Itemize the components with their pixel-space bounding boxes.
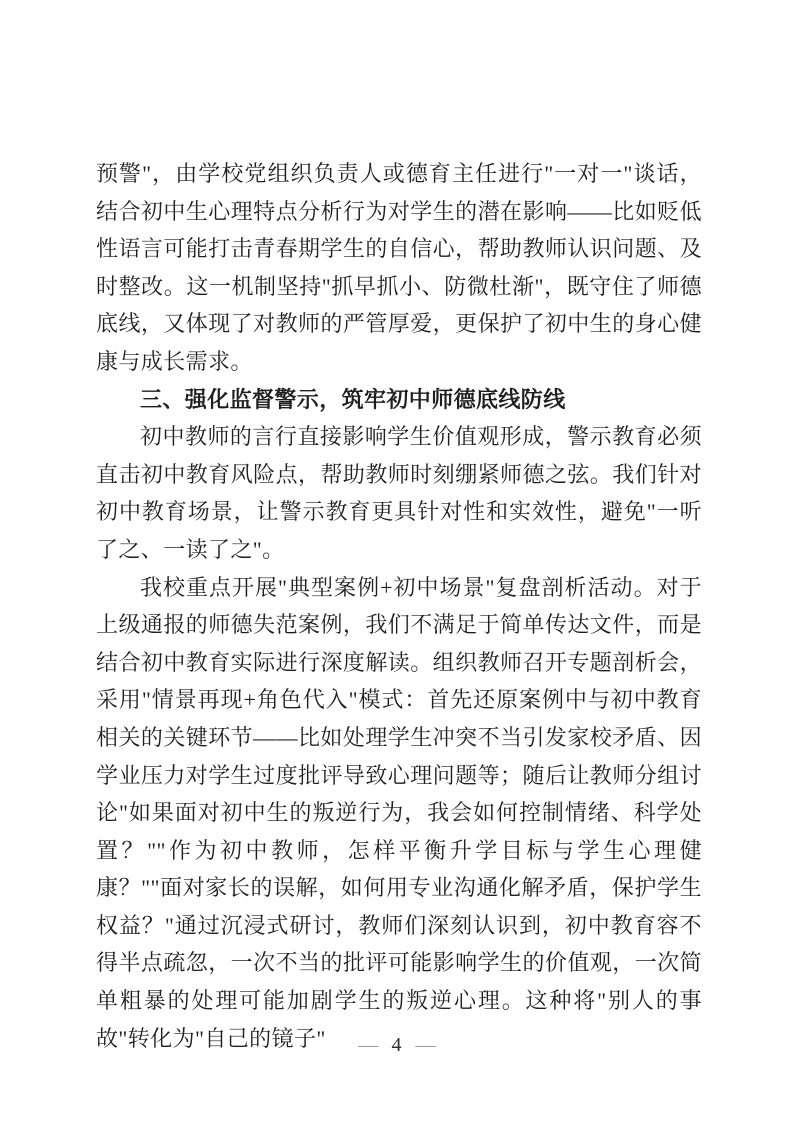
paragraph-continuation: 预警"，由学校党组织负责人或德育主任进行"一对一"谈话，结合初中生心理特点分析行为对学生的潜在影响——比如贬低性语言可能打击青春期学生的自信心，帮助教师认识问题、及时整改。这一机制坚持"抓早抓小、防微杜渐"，既守住了师德底线，又体现了对教师的严管厚爱，更保护了初中生的身心健康与成长需求。: [96, 161, 702, 374]
paragraph: 初中教师的言行直接影响学生价值观形成，警示教育必须直击初中教育风险点，帮助教师时刻绷紧师德之弦。我们针对初中教育场景，让警示教育更具针对性和实效性，避免"一听了之、一读了之"。: [96, 424, 702, 562]
footer-dash-right: —: [415, 1034, 435, 1056]
page-number: 4: [391, 1034, 402, 1056]
section-heading: 三、强化监督警示，筑牢初中师德底线防线: [140, 386, 566, 412]
paragraph: 我校重点开展"典型案例+初中场景"复盘剖析活动。对于上级通报的师德失范案例，我们不满足于简单传达文件，而是结合初中教育实际进行深度解读。组织教师召开专题剖析会，采用"情景再现+角色代入"模式：首先还原案例中与初中教育相关的关键环节——比如处理学生冲突不当引发家校矛盾、因学业压力对学生过度批评导致心理问题等；随后让教师分组讨论"如果面对初中生的叛逆行为，我会如何控制情绪、科学处置？""作为初中教师，怎样平衡升学目标与学生心理健康？""面对家长的误解，如何用专业沟通化解矛盾，保护学生权益？"通过沉浸式研讨，教师们深刻认识到，初中教育容不得半点疏忽，一次不当的批评可能影响学生的价值观，一次简单粗暴的处理可能加剧学生的叛逆心理。这种将"别人的事故"转化为"自己的镜子": [96, 574, 702, 1051]
document-body: [96, 155, 702, 1057]
footer-dash-left: —: [358, 1034, 378, 1056]
page-footer: [0, 1031, 793, 1059]
